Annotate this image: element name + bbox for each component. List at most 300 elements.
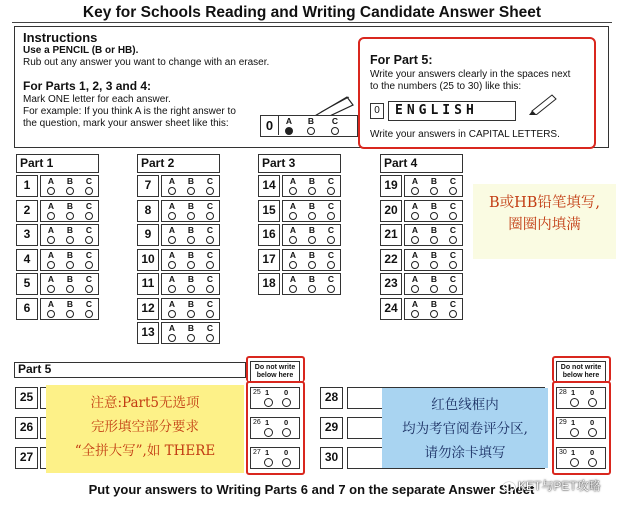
answer-circle-icon[interactable] — [168, 187, 176, 195]
option-letter: C — [327, 200, 335, 211]
answer-circle-icon[interactable] — [168, 285, 176, 293]
option-letter: A — [411, 298, 419, 309]
option-a-bubble[interactable] — [409, 275, 421, 293]
question-row — [380, 273, 463, 296]
option-c-bubble[interactable] — [447, 177, 459, 195]
option-letter: A — [168, 323, 176, 333]
question-number: 17 — [258, 249, 280, 271]
answer-circle-icon[interactable] — [327, 261, 335, 269]
option-letter: C — [85, 200, 93, 211]
question-number: 22 — [380, 249, 402, 271]
option-c-bubble[interactable] — [83, 226, 95, 244]
answer-circle-icon[interactable] — [47, 187, 55, 195]
answer-circle-icon[interactable] — [66, 261, 74, 269]
answer-circle-icon[interactable] — [289, 236, 297, 244]
option-letter: B — [187, 176, 195, 186]
option-b-bubble[interactable] — [185, 251, 197, 269]
option-b-bubble[interactable] — [428, 226, 440, 244]
part-heading-2: Part 2 — [137, 154, 220, 173]
question-row — [16, 273, 99, 296]
option-letter: C — [449, 249, 457, 260]
sample-word: ENGLISH — [388, 101, 516, 121]
option-letter: A — [47, 225, 55, 235]
example-option-b — [305, 117, 317, 135]
option-b-bubble[interactable] — [185, 300, 197, 318]
question-row — [258, 200, 341, 223]
examiner-area-frame-left — [246, 381, 305, 475]
option-letter: A — [168, 298, 176, 309]
answer-circle-icon[interactable] — [168, 212, 176, 220]
capital-letters-instruction: Write your answers in CAPITAL LETTERS. — [370, 129, 560, 140]
question-row — [137, 249, 220, 272]
example-line-1: For example: If you think A is the right answer to — [23, 106, 236, 117]
question-number: 16 — [258, 224, 280, 246]
option-a-bubble[interactable] — [409, 177, 421, 195]
option-letter: A — [168, 249, 176, 260]
mark-box-number: 30 — [559, 449, 567, 456]
red-frame-note-line: 均为考官阅卷评分区, — [402, 421, 528, 437]
option-c-bubble[interactable] — [447, 202, 459, 220]
option-letter: B — [66, 298, 74, 309]
option-b-bubble[interactable] — [306, 202, 318, 220]
option-b-bubble[interactable] — [306, 275, 318, 293]
option-a-bubble[interactable] — [287, 177, 299, 195]
part-heading-4: Part 4 — [380, 154, 463, 173]
option-c-bubble[interactable] — [325, 275, 337, 293]
answer-circle-icon[interactable] — [85, 310, 93, 318]
option-letter: A — [411, 176, 419, 186]
option-b-bubble[interactable] — [185, 226, 197, 244]
question-number: 24 — [380, 298, 402, 320]
option-c-bubble[interactable] — [204, 300, 216, 318]
answer-options — [40, 200, 99, 222]
question-row — [380, 175, 463, 198]
option-c-bubble[interactable] — [83, 300, 95, 318]
question-number: 2 — [16, 200, 38, 222]
option-b-bubble[interactable] — [64, 202, 76, 220]
red-frame-note — [382, 388, 548, 468]
option-c-bubble[interactable] — [83, 275, 95, 293]
answer-circle-icon[interactable] — [168, 310, 176, 318]
answer-circle-icon[interactable] — [85, 212, 93, 220]
option-letter: C — [327, 249, 335, 260]
option-letter: C — [85, 298, 93, 309]
option-letter: A — [47, 200, 55, 211]
part5-instruction-line-1: Write your answers clearly in the spaces next — [370, 69, 571, 80]
option-letter: B — [187, 298, 195, 309]
question-row — [380, 224, 463, 247]
option-b-bubble[interactable] — [64, 226, 76, 244]
answer-circle-icon[interactable] — [66, 310, 74, 318]
question-row — [16, 224, 99, 247]
option-a-bubble[interactable] — [45, 251, 57, 269]
option-c-bubble[interactable] — [83, 251, 95, 269]
question-number: 21 — [380, 224, 402, 246]
answer-circle-icon[interactable] — [206, 236, 214, 244]
option-a-bubble[interactable] — [166, 275, 178, 293]
answer-circle-icon[interactable] — [168, 261, 176, 269]
part5-question-number: 25 — [15, 387, 38, 409]
answer-circle-icon[interactable] — [289, 261, 297, 269]
option-c-bubble[interactable] — [204, 202, 216, 220]
answer-circle-icon[interactable] — [430, 236, 438, 244]
option-c-bubble[interactable] — [447, 251, 459, 269]
pencil-icon — [528, 93, 558, 115]
question-number: 23 — [380, 273, 402, 295]
mark-box-number: 28 — [559, 389, 567, 396]
option-a-bubble[interactable] — [166, 324, 178, 342]
empty-circle-icon — [307, 127, 315, 135]
answer-options — [404, 249, 463, 271]
answer-circle-icon[interactable] — [449, 212, 457, 220]
question-number: 10 — [137, 249, 159, 271]
answer-circle-icon[interactable] — [308, 187, 316, 195]
answer-circle-icon[interactable] — [85, 285, 93, 293]
part5-heading: For Part 5: — [370, 53, 433, 67]
option-letter: B — [187, 274, 195, 284]
option-a-bubble[interactable] — [45, 275, 57, 293]
red-frame-note-line: 请勿涂卡填写 — [424, 445, 506, 461]
option-letter: C — [206, 323, 214, 333]
answer-options — [40, 273, 99, 295]
option-a-bubble[interactable] — [409, 202, 421, 220]
mark-zero-label: 0 — [284, 388, 289, 397]
option-letter: C — [85, 274, 93, 284]
question-number: 20 — [380, 200, 402, 222]
mark-zero-label: 0 — [284, 448, 289, 457]
answer-circle-icon[interactable] — [206, 212, 214, 220]
example-line-2: the question, mark your answer sheet like this: — [23, 118, 229, 129]
instructions-heading: Instructions — [23, 30, 98, 45]
option-a-bubble[interactable] — [409, 226, 421, 244]
option-letter: C — [327, 176, 335, 186]
option-letter: B — [430, 176, 438, 186]
do-not-write-label: Do not write below here — [250, 361, 300, 382]
option-a-bubble[interactable] — [166, 202, 178, 220]
answer-circle-icon[interactable] — [289, 285, 297, 293]
option-letter: B — [187, 323, 195, 333]
option-letter: B — [66, 249, 74, 260]
answer-circle-icon[interactable] — [187, 310, 195, 318]
empty-circle-icon — [331, 127, 339, 135]
part5-question-number: 26 — [15, 417, 38, 439]
option-letter: B — [308, 249, 316, 260]
option-c-bubble[interactable] — [447, 226, 459, 244]
answer-options — [404, 200, 463, 222]
option-letter: B — [66, 200, 74, 211]
option-letter: A — [168, 200, 176, 211]
question-row — [16, 298, 99, 321]
option-a-bubble[interactable] — [166, 251, 178, 269]
question-number: 1 — [16, 175, 38, 197]
option-b-bubble[interactable] — [428, 251, 440, 269]
option-letter: C — [85, 225, 93, 235]
answer-circle-icon[interactable] — [47, 310, 55, 318]
part5-note — [46, 385, 244, 473]
option-b-bubble[interactable] — [185, 177, 197, 195]
answer-circle-icon[interactable] — [308, 212, 316, 220]
option-a-bubble[interactable] — [45, 177, 57, 195]
answer-circle-icon[interactable] — [47, 236, 55, 244]
option-letter: C — [85, 176, 93, 186]
answer-options — [40, 224, 99, 246]
option-letter: A — [289, 176, 297, 186]
option-c-bubble[interactable] — [325, 177, 337, 195]
answer-circle-icon[interactable] — [85, 236, 93, 244]
option-letter: B — [308, 225, 316, 235]
option-letter: B — [430, 298, 438, 309]
answer-circle-icon[interactable] — [411, 236, 419, 244]
option-a-bubble[interactable] — [287, 275, 299, 293]
examiner-area-frame-header — [246, 356, 305, 382]
mark-zero-label: 0 — [590, 388, 595, 397]
question-number: 3 — [16, 224, 38, 246]
question-row — [137, 298, 220, 321]
answer-circle-icon[interactable] — [430, 187, 438, 195]
answer-circle-icon[interactable] — [411, 285, 419, 293]
watermark-text: KET与PET攻略 — [518, 479, 601, 493]
answer-circle-icon[interactable] — [187, 236, 195, 244]
answer-circle-icon[interactable] — [430, 261, 438, 269]
option-b-bubble[interactable] — [428, 300, 440, 318]
question-number: 14 — [258, 175, 280, 197]
answer-circle-icon[interactable] — [206, 285, 214, 293]
footer-instruction: Put your answers to Writing Parts 6 and 7 on the separate Answer Sheet — [88, 482, 535, 497]
option-b-bubble[interactable] — [64, 251, 76, 269]
answer-circle-icon[interactable] — [187, 285, 195, 293]
option-b-bubble[interactable] — [185, 275, 197, 293]
mark-zero-label: 0 — [590, 448, 595, 457]
example-number: 0 — [261, 116, 279, 135]
part5-question-number: 30 — [320, 447, 343, 469]
answer-circle-icon[interactable] — [327, 187, 335, 195]
answer-circle-icon[interactable] — [411, 261, 419, 269]
answer-circle-icon[interactable] — [430, 212, 438, 220]
sheet-title: Key for Schools Reading and Writing Candidate Answer Sheet — [12, 3, 612, 23]
answer-circle-icon[interactable] — [206, 334, 214, 342]
answer-circle-icon[interactable] — [430, 285, 438, 293]
answer-options — [404, 175, 463, 197]
option-letter: C — [327, 225, 335, 235]
option-letter: A — [168, 176, 176, 186]
eraser-instruction: Rub out any answer you want to change with an eraser. — [23, 57, 270, 68]
option-c-bubble[interactable] — [204, 226, 216, 244]
option-b-bubble[interactable] — [185, 202, 197, 220]
option-a-bubble[interactable] — [287, 202, 299, 220]
option-c-bubble[interactable] — [325, 226, 337, 244]
answer-options — [161, 200, 220, 222]
answer-circle-icon[interactable] — [327, 285, 335, 293]
answer-circle-icon[interactable] — [47, 261, 55, 269]
answer-circle-icon[interactable] — [449, 310, 457, 318]
option-letter: B — [430, 249, 438, 260]
answer-circle-icon[interactable] — [206, 187, 214, 195]
option-c-bubble[interactable] — [83, 177, 95, 195]
option-b-bubble[interactable] — [306, 226, 318, 244]
mark-one-label: 1 — [571, 448, 576, 457]
option-letter: A — [47, 249, 55, 260]
option-a-bubble[interactable] — [166, 177, 178, 195]
option-letter: B — [430, 274, 438, 284]
part5-question-number: 29 — [320, 417, 343, 439]
option-letter: B — [308, 200, 316, 211]
answer-circle-icon[interactable] — [187, 334, 195, 342]
option-letter: B — [187, 200, 195, 211]
question-row — [16, 200, 99, 223]
question-number: 13 — [137, 322, 159, 344]
answer-circle-icon[interactable] — [449, 285, 457, 293]
part5-sample — [370, 101, 520, 121]
option-b-bubble[interactable] — [428, 275, 440, 293]
option-c-bubble[interactable] — [83, 202, 95, 220]
question-number: 4 — [16, 249, 38, 271]
option-letter: A — [285, 116, 293, 126]
option-c-bubble[interactable] — [325, 251, 337, 269]
option-letter: A — [411, 249, 419, 260]
option-b-bubble[interactable] — [185, 324, 197, 342]
mark-zero-label: 0 — [284, 418, 289, 427]
answer-circle-icon[interactable] — [411, 310, 419, 318]
option-a-bubble[interactable] — [409, 251, 421, 269]
answer-options — [282, 249, 341, 271]
answer-circle-icon[interactable] — [327, 212, 335, 220]
option-c-bubble[interactable] — [325, 202, 337, 220]
question-number: 9 — [137, 224, 159, 246]
question-number: 18 — [258, 273, 280, 295]
answer-circle-icon[interactable] — [308, 261, 316, 269]
question-row — [258, 273, 341, 296]
part5-note-line: 完形填空部分要求 — [91, 419, 199, 435]
option-letter: A — [47, 274, 55, 284]
option-b-bubble[interactable] — [64, 177, 76, 195]
answer-circle-icon[interactable] — [430, 310, 438, 318]
option-letter: C — [206, 225, 214, 235]
answer-circle-icon[interactable] — [66, 285, 74, 293]
option-a-bubble[interactable] — [409, 300, 421, 318]
answer-circle-icon[interactable] — [308, 236, 316, 244]
question-row — [258, 175, 341, 198]
option-a-bubble[interactable] — [287, 251, 299, 269]
option-letter: A — [411, 200, 419, 211]
question-row — [137, 322, 220, 345]
answer-circle-icon[interactable] — [411, 212, 419, 220]
option-c-bubble[interactable] — [447, 275, 459, 293]
red-frame-note-line: 红色线框内 — [431, 397, 499, 413]
option-b-bubble[interactable] — [428, 202, 440, 220]
option-b-bubble[interactable] — [306, 177, 318, 195]
wechat-icon — [503, 482, 515, 492]
question-number: 6 — [16, 298, 38, 320]
part-heading-3: Part 3 — [258, 154, 341, 173]
question-row — [380, 249, 463, 272]
option-letter: A — [168, 274, 176, 284]
option-letter: C — [206, 298, 214, 309]
option-letter: B — [430, 200, 438, 211]
parts-1-4-heading: For Parts 1, 2, 3 and 4: — [23, 79, 152, 93]
answer-circle-icon[interactable] — [66, 187, 74, 195]
answer-circle-icon[interactable] — [85, 261, 93, 269]
answer-circle-icon[interactable] — [289, 212, 297, 220]
answer-circle-icon[interactable] — [449, 236, 457, 244]
option-letter: A — [47, 298, 55, 309]
answer-circle-icon[interactable] — [449, 261, 457, 269]
mark-box-number: 26 — [253, 419, 261, 426]
answer-circle-icon[interactable] — [206, 261, 214, 269]
option-c-bubble[interactable] — [204, 275, 216, 293]
part5-label: Part 5 — [14, 362, 246, 378]
option-b-bubble[interactable] — [306, 251, 318, 269]
option-b-bubble[interactable] — [64, 275, 76, 293]
answer-circle-icon[interactable] — [168, 334, 176, 342]
option-c-bubble[interactable] — [204, 324, 216, 342]
option-letter: B — [187, 249, 195, 260]
option-c-bubble[interactable] — [204, 177, 216, 195]
option-c-bubble[interactable] — [447, 300, 459, 318]
answer-circle-icon[interactable] — [187, 187, 195, 195]
question-row — [137, 175, 220, 198]
option-c-bubble[interactable] — [204, 251, 216, 269]
option-letter: B — [308, 274, 316, 284]
option-a-bubble[interactable] — [287, 226, 299, 244]
mark-one-label: 1 — [265, 388, 270, 397]
option-a-bubble[interactable] — [45, 202, 57, 220]
example-option-a — [283, 117, 295, 135]
answer-circle-icon[interactable] — [168, 236, 176, 244]
answer-circle-icon[interactable] — [187, 212, 195, 220]
examiner-area-frame-right — [552, 381, 611, 475]
option-a-bubble[interactable] — [166, 300, 178, 318]
part-heading-1: Part 1 — [16, 154, 99, 173]
option-b-bubble[interactable] — [428, 177, 440, 195]
option-letter: C — [85, 249, 93, 260]
option-letter: C — [206, 200, 214, 211]
answer-circle-icon[interactable] — [66, 212, 74, 220]
question-row — [137, 224, 220, 247]
option-b-bubble[interactable] — [64, 300, 76, 318]
option-a-bubble[interactable] — [45, 300, 57, 318]
pencil-instruction: Use a PENCIL (B or HB). — [23, 45, 139, 56]
answer-circle-icon[interactable] — [411, 187, 419, 195]
answer-circle-icon[interactable] — [47, 285, 55, 293]
answer-circle-icon[interactable] — [66, 236, 74, 244]
answer-circle-icon[interactable] — [187, 261, 195, 269]
answer-options — [404, 298, 463, 320]
option-letter: C — [449, 200, 457, 211]
answer-options — [282, 175, 341, 197]
answer-circle-icon[interactable] — [449, 187, 457, 195]
example-answer-box — [260, 115, 358, 137]
answer-options — [404, 224, 463, 246]
answer-circle-icon[interactable] — [85, 187, 93, 195]
question-number: 7 — [137, 175, 159, 197]
question-number: 11 — [137, 273, 159, 295]
answer-circle-icon[interactable] — [47, 212, 55, 220]
option-letter: A — [47, 176, 55, 186]
question-number: 12 — [137, 298, 159, 320]
part5-question-number: 27 — [15, 447, 38, 469]
mark-one-label: 1 — [571, 388, 576, 397]
answer-circle-icon[interactable] — [206, 310, 214, 318]
question-row — [380, 298, 463, 321]
option-a-bubble[interactable] — [45, 226, 57, 244]
option-letter: C — [331, 116, 339, 126]
option-letter: A — [411, 274, 419, 284]
answer-circle-icon[interactable] — [327, 236, 335, 244]
option-a-bubble[interactable] — [166, 226, 178, 244]
option-letter: A — [289, 225, 297, 235]
answer-circle-icon[interactable] — [308, 285, 316, 293]
answer-circle-icon[interactable] — [289, 187, 297, 195]
